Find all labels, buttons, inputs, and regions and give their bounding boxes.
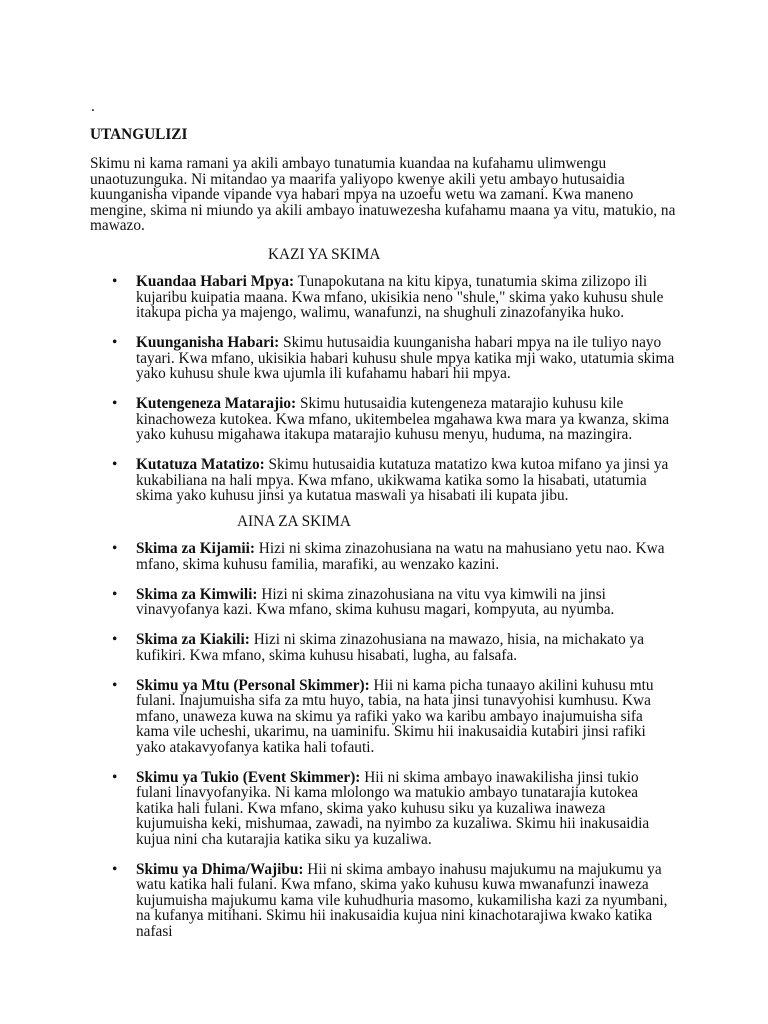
list-item bbox=[0, 678, 678, 756]
list-item bbox=[0, 396, 678, 443]
list-item bbox=[0, 770, 678, 848]
bullet-icon: • bbox=[112, 395, 118, 412]
list-item bbox=[0, 587, 678, 618]
item-term: Skimu ya Mtu (Personal Skimmer): bbox=[136, 676, 370, 694]
bullet-icon: • bbox=[112, 860, 118, 878]
bullet-icon: • bbox=[112, 540, 118, 557]
list-item bbox=[0, 457, 678, 504]
item-term: Kutatuza Matatizo: bbox=[136, 456, 265, 473]
list-item bbox=[0, 632, 678, 663]
bullet-icon: • bbox=[112, 768, 118, 786]
bullet-icon: • bbox=[112, 334, 118, 351]
kazi-heading: KAZI YA SKIMA bbox=[268, 246, 381, 263]
item-text: Skimu hutusaidia kutatuza matatizo kwa kutoa mifano ya jinsi ya kukabiliana na hali mpya. Kwa mfano, ukikwama katika somo la hisabati, utatumia skima yako kuhusu jinsi ya kutatua maswali ya hisabati ili kupata jibu. bbox=[136, 456, 669, 504]
item-text: Hizi ni skima zinazohusiana na vitu vya kimwili na jinsi vinavyofanya kazi. Kwa mfano, skima kuhusu magari, kompyuta, au nyumba. bbox=[136, 585, 615, 618]
list-item bbox=[0, 335, 678, 382]
stray-dot: . bbox=[91, 98, 95, 115]
list-item bbox=[0, 274, 678, 321]
item-term: Kuandaa Habari Mpya: bbox=[136, 273, 295, 290]
bullet-icon: • bbox=[112, 631, 118, 648]
item-term: Skimu ya Dhima/Wajibu: bbox=[136, 860, 304, 878]
bullet-icon: • bbox=[112, 456, 118, 473]
aina-list bbox=[0, 541, 678, 939]
item-text: Tunapokutana na kitu kipya, tunatumia skima zilizopo ili kujaribu kuipatia maana. Kwa mfano, ukisikia neno "shule," skima yako kuhusu shule itakupa picha ya majengo, walimu, wanafunzi, na shughuli zinazofanyika huko. bbox=[136, 273, 664, 321]
item-text: Hizi ni skima zinazohusiana na mawazo, hisia, na michakato ya kufikiri. Kwa mfano, skima kuhusu hisabati, lugha, au falsafa. bbox=[136, 631, 645, 664]
item-term: Kutengeneza Matarajio: bbox=[136, 395, 297, 412]
item-term: Kuunganisha Habari: bbox=[136, 334, 280, 351]
item-term: Skima za Kijamii: bbox=[136, 540, 255, 557]
bullet-icon: • bbox=[112, 676, 118, 694]
section-title: UTANGULIZI bbox=[90, 126, 188, 143]
intro-paragraph: Skimu ni kama ramani ya akili ambayo tunatumia kuandaa na kufahamu ulimwengu unaotuzunguka. Ni mitandao ya maarifa yaliyopo kwenye akili yetu ambayo hutusaidia kuunganisha vipande vipande vya habari mpya na uzoefu wetu wa zamani. Kwa maneno mengine, skima ni miundo ya akili ambayo inatuwezesha kufahamu maana ya vitu, matukio, na mawazo. bbox=[90, 155, 676, 234]
item-text: Hii ni kama picha tunaayo akilini kuhusu mtu fulani. Inajumuisha sifa za mtu huyo, tabia, na hata jinsi tunavyohisi kumhusu. Kwa mfano, unaweza kuwa na skimu ya rafiki yako wa karibu ambayo inajumuisha sifa kama vile ucheshi, ukarimu, na uaminifu. Skimu hii inakusaidia kutabiri jinsi rafiki yako atakavyofanya katika hali tofauti. bbox=[136, 676, 654, 756]
bullet-icon: • bbox=[112, 585, 118, 603]
item-term: Skima za Kimwili: bbox=[136, 585, 258, 603]
item-text: Skimu hutusaidia kuunganisha habari mpya na ile tuliyo nayo tayari. Kwa mfano, ukisikia habari kuhusu shule mpya katika mji wako, utatumia skima yako kuhusu shule kwa ujumla ili kufahamu habari hii mpya. bbox=[136, 334, 675, 382]
bullet-icon: • bbox=[112, 273, 118, 290]
item-term: Skima za Kiakili: bbox=[136, 631, 250, 648]
item-text: Hii ni skima ambayo inawakilisha jinsi tukio fulani linavyofanyika. Ni kama mlolongo wa matukio ambayo tunatarajia kutokea katika hali fulani. Kwa mfano, skima yako kuhusu siku ya kuzaliwa inaweza kujumuisha keki, mishumaa, zawadi, na nyimbo za kuzaliwa. Skimu hii inakusaidia kujua nini cha kutarajia katika siku ya kuzaliwa. bbox=[136, 768, 650, 848]
item-term: Skimu ya Tukio (Event Skimmer): bbox=[136, 768, 361, 786]
list-item bbox=[0, 541, 678, 572]
kazi-list bbox=[0, 274, 678, 504]
item-text: Hii ni skima ambayo inahusu majukumu na majukumu ya watu katika hali fulani. Kwa mfano, skima yako kuhusu kuwa mwanafunzi inaweza kujumuisha majukumu kama vile kuhudhuria masomo, kukamilisha kazi za nyumbani, na kufanya mitihani. Skimu hii inakusaidia kujua nini kinachotarajiwa kwako katika nafasi bbox=[136, 860, 668, 940]
aina-heading: AINA ZA SKIMA bbox=[237, 513, 351, 530]
list-item bbox=[0, 862, 678, 940]
item-text: Skimu hutusaidia kutengeneza matarajio kuhusu kile kinachoweza kutokea. Kwa mfano, ukitembelea mgahawa kwa mara ya kwanza, skima yako kuhusu migahawa itakupa matarajio kuhusu menyu, huduma, na mazingira. bbox=[136, 395, 670, 443]
item-text: Hizi ni skima zinazohusiana na watu na mahusiano yetu nao. Kwa mfano, skima kuhusu familia, marafiki, au wenzako kazini. bbox=[136, 540, 665, 573]
